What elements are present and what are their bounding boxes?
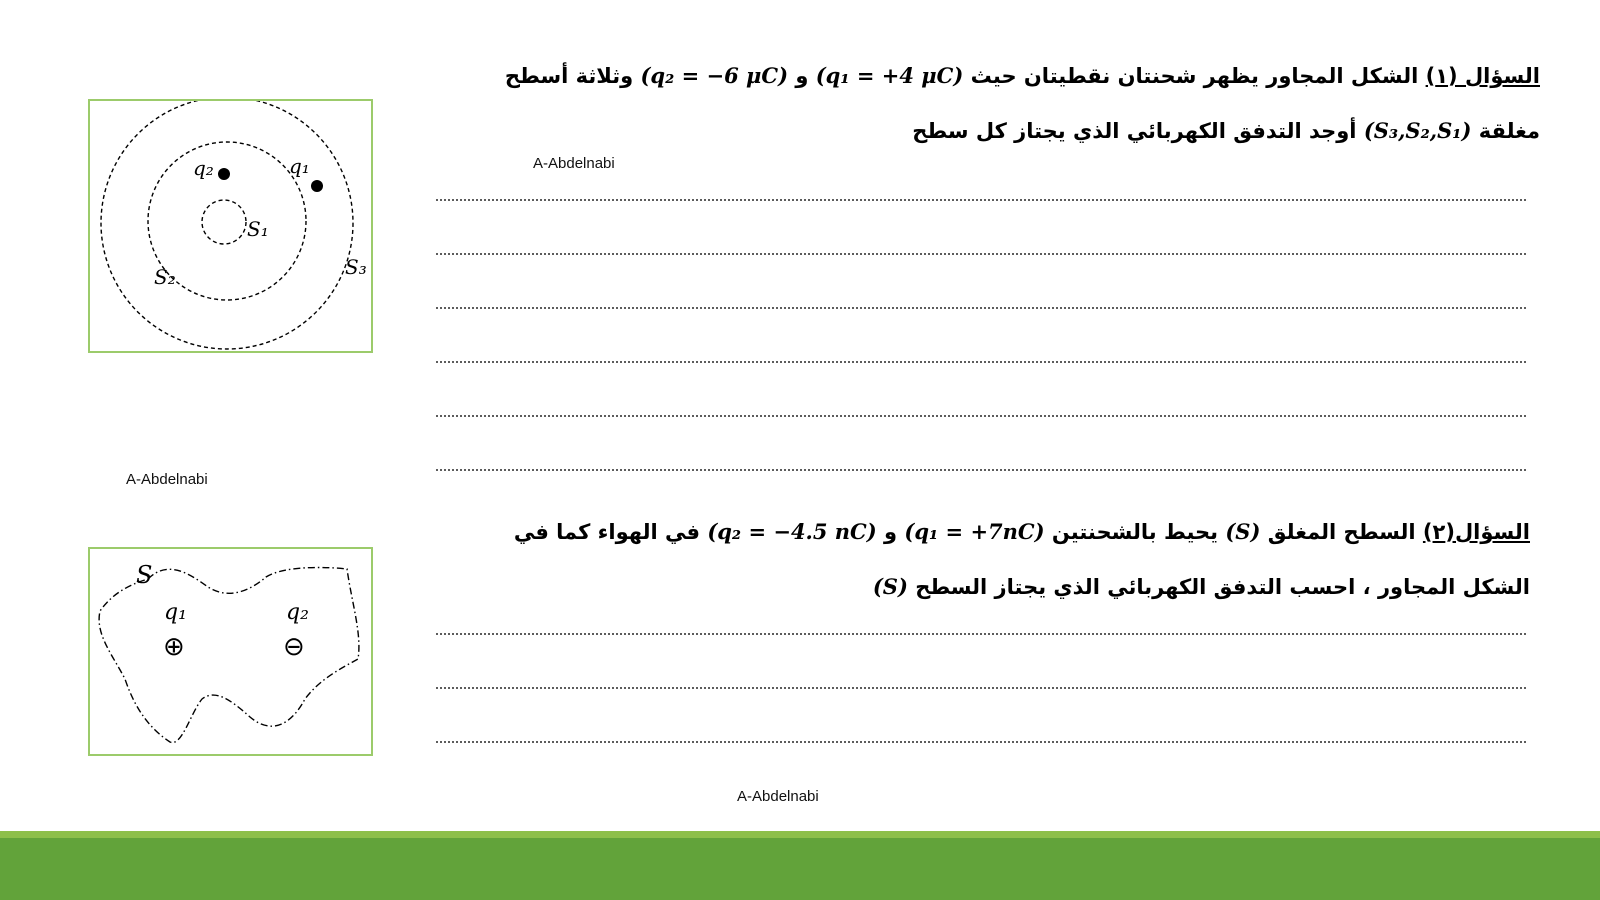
q1-label: q₁ (164, 600, 187, 625)
question1-line1 (505, 63, 1540, 88)
question2-line1 (514, 519, 1530, 544)
question1-q1-expr: (q₁ = +4 μC) (815, 63, 964, 88)
footer-accent-stripe (0, 831, 1600, 838)
watermark-bottom: A-Abdelnabi (737, 788, 819, 805)
s3-label: S₃ (345, 255, 367, 279)
question2-label: السؤال(٢) (1422, 520, 1530, 544)
question1-line2 (912, 118, 1540, 143)
question2-q2-expr: (q₂ = −4.5 nC) (707, 519, 877, 544)
answer-line (435, 740, 1527, 744)
answer-line (435, 306, 1527, 310)
answer-line (435, 360, 1527, 364)
surface-s1 (202, 200, 246, 244)
question1-line2-end: أوجد التدفق الكهربائي الذي يجتاز كل سطح (912, 119, 1364, 143)
question1-line2-start: مغلقة (1471, 119, 1540, 143)
s1-label: S₁ (247, 217, 269, 241)
question2-s-expr: (S) (1225, 519, 1261, 544)
q1-label: q₁ (289, 154, 310, 178)
charge-q1-dot (311, 180, 323, 192)
s-label: S (136, 561, 153, 589)
question1-and: و (788, 64, 816, 88)
figure2-frame (88, 547, 373, 756)
footer-band (0, 838, 1600, 900)
question2-line1-end: في الهواء كما في (513, 520, 708, 544)
answer-line (435, 686, 1527, 690)
question2-line2 (873, 574, 1530, 599)
question2-text: السطح المغلق (1260, 520, 1423, 544)
figure2-diagram (90, 549, 371, 754)
question1-text: الشكل المجاور يظهر شحنتان نقطيتان حيث (963, 64, 1426, 88)
plus-charge-icon: ⊕ (163, 632, 185, 662)
minus-charge-icon: ⊖ (283, 632, 305, 662)
q2-label: q₂ (286, 600, 309, 625)
question1-surfaces: (S₃,S₂,S₁) (1363, 118, 1472, 143)
question1-q2-expr: (q₂ = −6 μC) (640, 63, 789, 88)
question2-mid: يحيط بالشحنتين (1044, 520, 1226, 544)
s2-label: S₂ (154, 265, 176, 289)
answer-line (435, 414, 1527, 418)
q2-label: q₂ (193, 156, 214, 180)
question2-and: و (876, 520, 905, 544)
answer-line (435, 198, 1527, 202)
question1-line1-end: وثلاثة أسطح (504, 64, 641, 88)
charge-q2-dot (218, 168, 230, 180)
surface-s3 (101, 101, 353, 349)
figure1-frame (88, 99, 373, 353)
question2-line2-start: الشكل المجاور ، احسب التدفق الكهربائي الذي يجتاز السطح (907, 575, 1530, 599)
closed-surface-s (99, 567, 359, 742)
question2-q1-expr: (q₁ = +7nC) (904, 519, 1045, 544)
answer-line (435, 252, 1527, 256)
watermark-middle: A-Abdelnabi (126, 471, 208, 488)
question2-line2-expr: (S) (872, 574, 908, 599)
question1-label: السؤال (١) (1425, 64, 1540, 88)
watermark-top: A-Abdelnabi (533, 155, 615, 172)
answer-line (435, 632, 1527, 636)
figure1-diagram (90, 101, 371, 351)
answer-line (435, 468, 1527, 472)
